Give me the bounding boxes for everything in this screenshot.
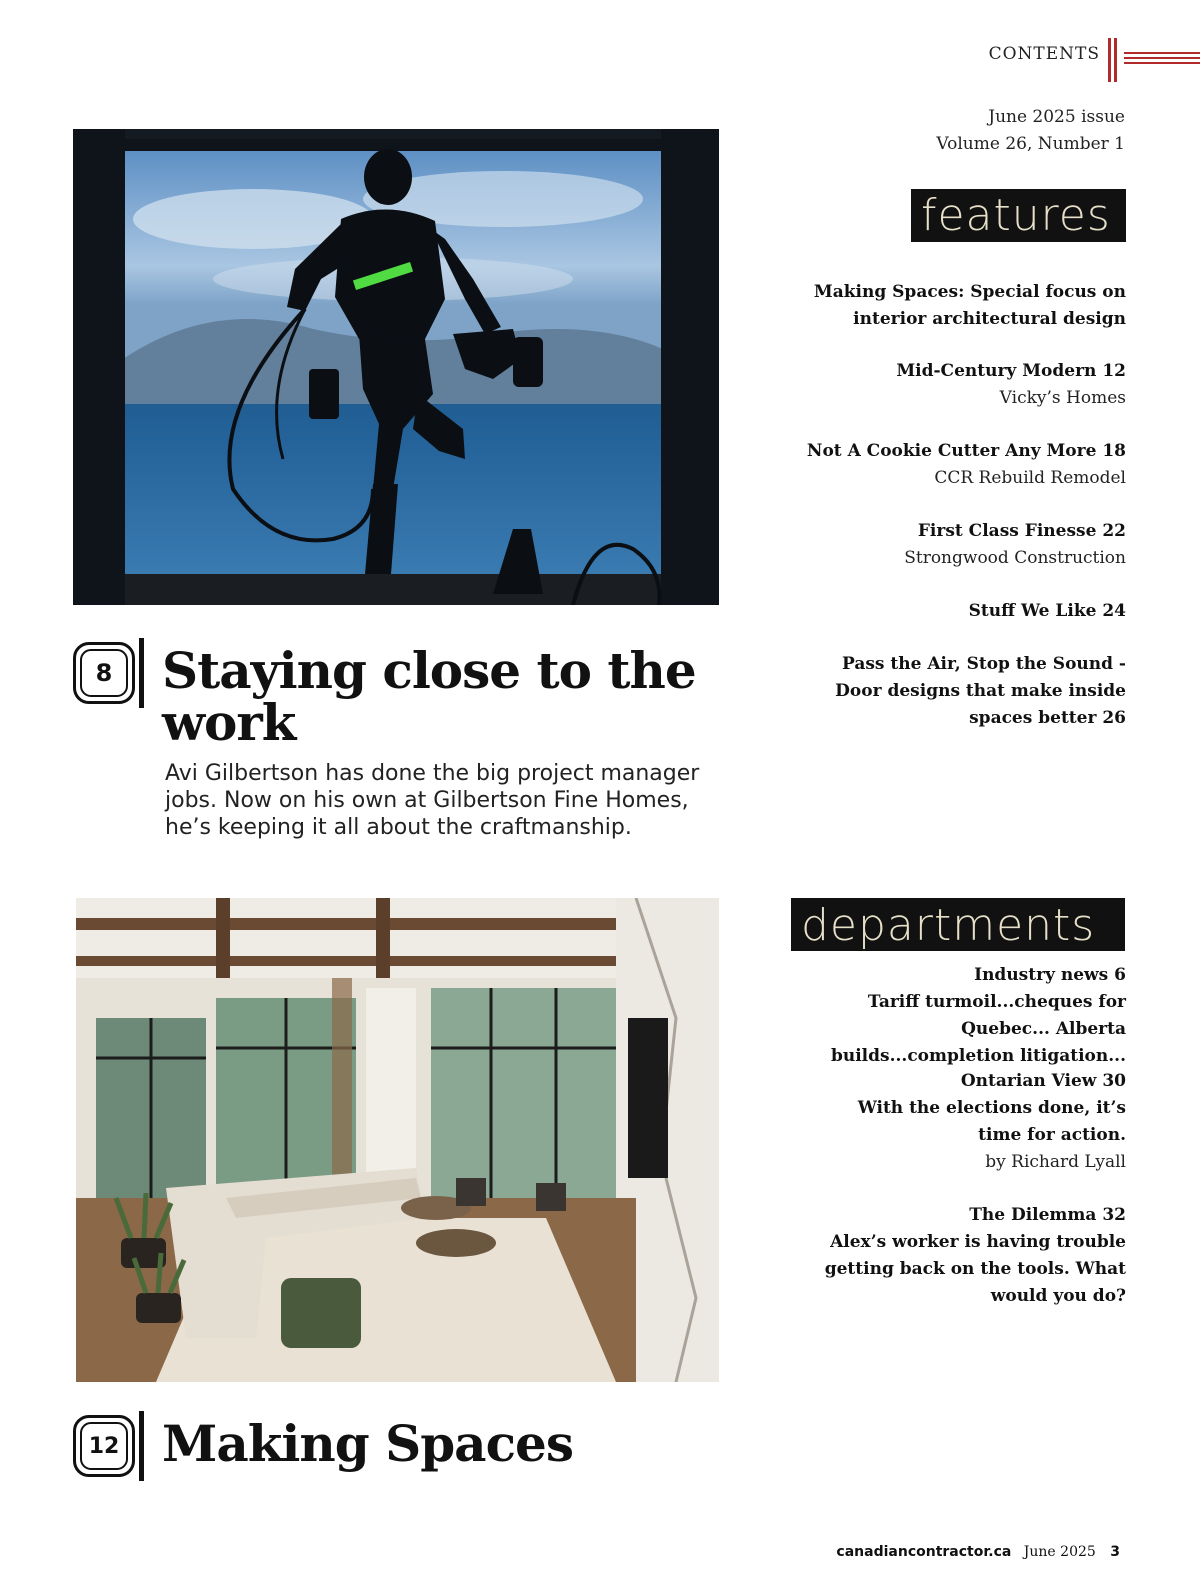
features-item-mid-century[interactable] [766,358,1126,412]
page-number-badge [73,1415,135,1477]
page-number: 8 [80,649,128,697]
feature-photo-worker[interactable] [73,129,719,605]
badge-rule [139,1411,144,1481]
issue-info [825,104,1125,158]
toc-title: First Class Finesse 22 [917,521,1126,541]
toc-byline: by Richard Lyall [985,1152,1126,1172]
features-item-cookie-cutter[interactable] [766,438,1126,492]
features-item-first-class[interactable] [766,518,1126,572]
header-rule [1114,38,1117,82]
story-title-line: Making Spaces [162,1414,573,1473]
feature-photo-living-room[interactable] [76,898,719,1382]
toc-title: Making Spaces: Special focus on interior architectural design [813,282,1126,329]
toc-title: Stuff We Like 24 [968,601,1126,621]
toc-title: The Dilemma 32 [969,1205,1126,1225]
worker-silhouette-illustration [73,129,719,605]
story-title[interactable] [162,641,722,752]
departments-item-ontarian-view[interactable] [826,1068,1126,1176]
badge-rule [139,638,144,708]
story-badge-12 [73,1411,144,1481]
departments-heading: departments [791,898,1125,951]
issue-volume: Volume 26, Number 1 [936,134,1125,154]
features-item-making-spaces[interactable] [796,279,1126,333]
section-label: CONTENTS [988,44,1100,64]
page-footer [836,1544,1120,1560]
toc-subtitle: Alex’s worker is having trouble getting back on the tools. What would you do? [824,1232,1126,1306]
toc-title: Pass the Air, Stop the Sound - Door designs that make inside spaces better 26 [835,654,1126,728]
story-title-line: Staying close to the [162,641,696,700]
departments-item-dilemma[interactable] [776,1202,1126,1310]
toc-title: Ontarian View 30 [960,1071,1126,1091]
footer-site[interactable]: canadiancontractor.ca [836,1544,1012,1560]
toc-subtitle: Vicky’s Homes [999,388,1126,408]
header-stripes [1124,52,1200,66]
story-title[interactable] [162,1414,722,1473]
features-item-pass-the-air[interactable] [806,651,1126,732]
features-heading: features [911,189,1126,242]
header-rule [1108,38,1111,82]
toc-subtitle: With the elections done, it’s time for action. [857,1098,1126,1145]
living-room-illustration [76,898,719,1382]
story-badge-8 [73,638,144,708]
features-item-stuff-we-like[interactable] [766,598,1126,625]
departments-item-industry-news[interactable] [781,962,1126,1070]
issue-date: June 2025 issue [988,107,1125,127]
story-dek: Avi Gilbertson has done the big project manager jobs. Now on his own at Gilbertson Fine Homes, he’s keeping it all about the craftmanship. [165,761,700,840]
page-number: 12 [80,1422,128,1470]
toc-subtitle: CCR Rebuild Remodel [934,468,1126,488]
page-number-badge [73,642,135,704]
footer-date: June 2025 [1023,1544,1096,1560]
toc-title: Mid-Century Modern 12 [896,361,1126,381]
toc-title: Not A Cookie Cutter Any More 18 [806,441,1126,461]
toc-subtitle: Tariff turmoil...cheques for Quebec... Alberta builds...completion litigation... [830,992,1126,1066]
story-title-line: work [162,693,296,752]
footer-page-number: 3 [1110,1544,1120,1560]
toc-subtitle: Strongwood Construction [904,548,1126,568]
toc-title: Industry news 6 [974,965,1126,985]
